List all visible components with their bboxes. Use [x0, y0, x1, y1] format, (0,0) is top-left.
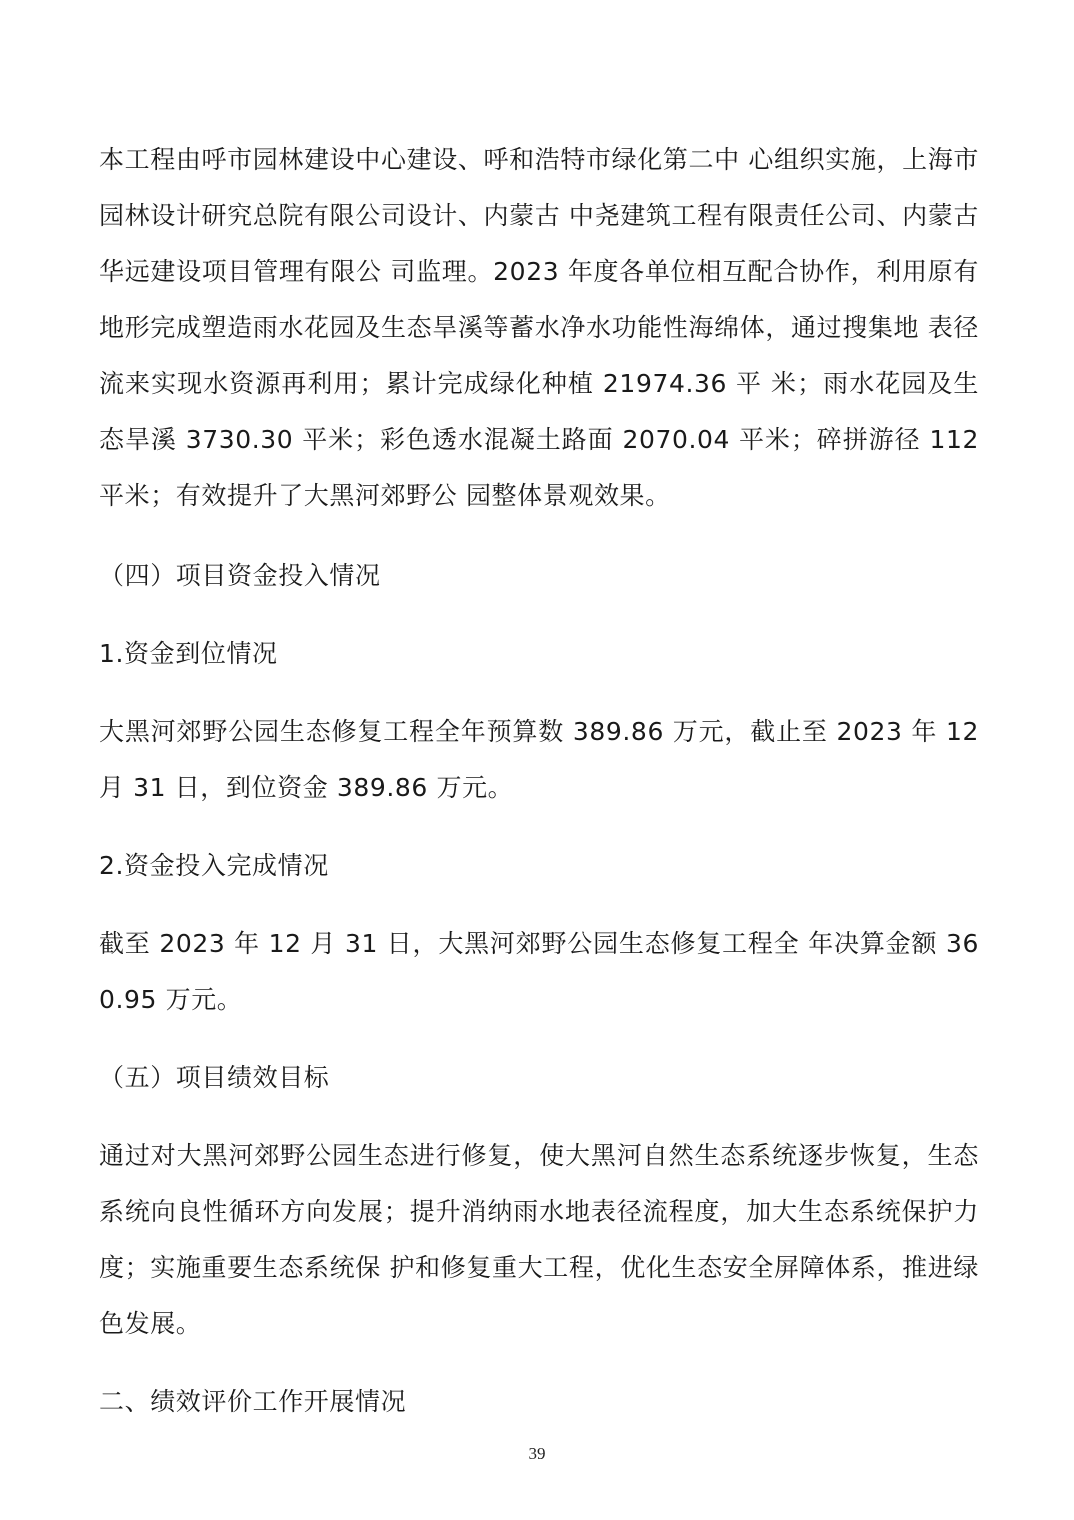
subsection-1-heading: 1.资金到位情况 — [99, 639, 278, 668]
section-5-paragraph: 通过对大黑河郊野公园生态进行修复，使大黑河自然生态系统逐步恢复，生态系统向良性循环方向发展；提升消纳雨水地表径流程度，加大生态系统保护力度；实施重要生态系统保 护和修复重大工程，优化生态安全屏障体系，推进绿色发展。 — [99, 1141, 979, 1338]
subsection-2-heading: 2.资金投入完成情况 — [99, 851, 329, 880]
document-body — [99, 132, 979, 1430]
chapter-2-heading: 二、绩效评价工作开展情况 — [99, 1387, 407, 1416]
section-4-heading: （四）项目资金投入情况 — [99, 561, 381, 590]
section-5-heading: （五）项目绩效目标 — [99, 1063, 330, 1092]
subsection-2-paragraph: 截至 2023 年 12 月 31 日，大黑河郊野公园生态修复工程全 年决算金额 360.95 万元。 — [99, 929, 979, 1014]
subsection-1-paragraph: 大黑河郊野公园生态修复工程全年预算数 389.86 万元，截止至 2023 年 12 月 31 日，到位资金 389.86 万元。 — [99, 717, 979, 802]
intro-paragraph: 本工程由呼市园林建设中心建设、呼和浩特市绿化第二中 心组织实施，上海市园林设计研究总院有限公司设计、内蒙古 中尧建筑工程有限责任公司、内蒙古华远建设项目管理有限公 司监理。2023 年度各单位相互配合协作，利用原有地形完成塑造雨水花园及生态旱溪等蓄水净水功能性海绵体，通过搜集地 表径流来实现水资源再利用；累计完成绿化种植 21974.36 平 米；雨水花园及生态旱溪 3730.30 平米；彩色透水混凝土路面 2070.04 平米；碎拼游径 112 平米；有效提升了大黑河郊野公 园整体景观效果。 — [99, 145, 979, 510]
page-number: 39 — [528, 1444, 546, 1463]
